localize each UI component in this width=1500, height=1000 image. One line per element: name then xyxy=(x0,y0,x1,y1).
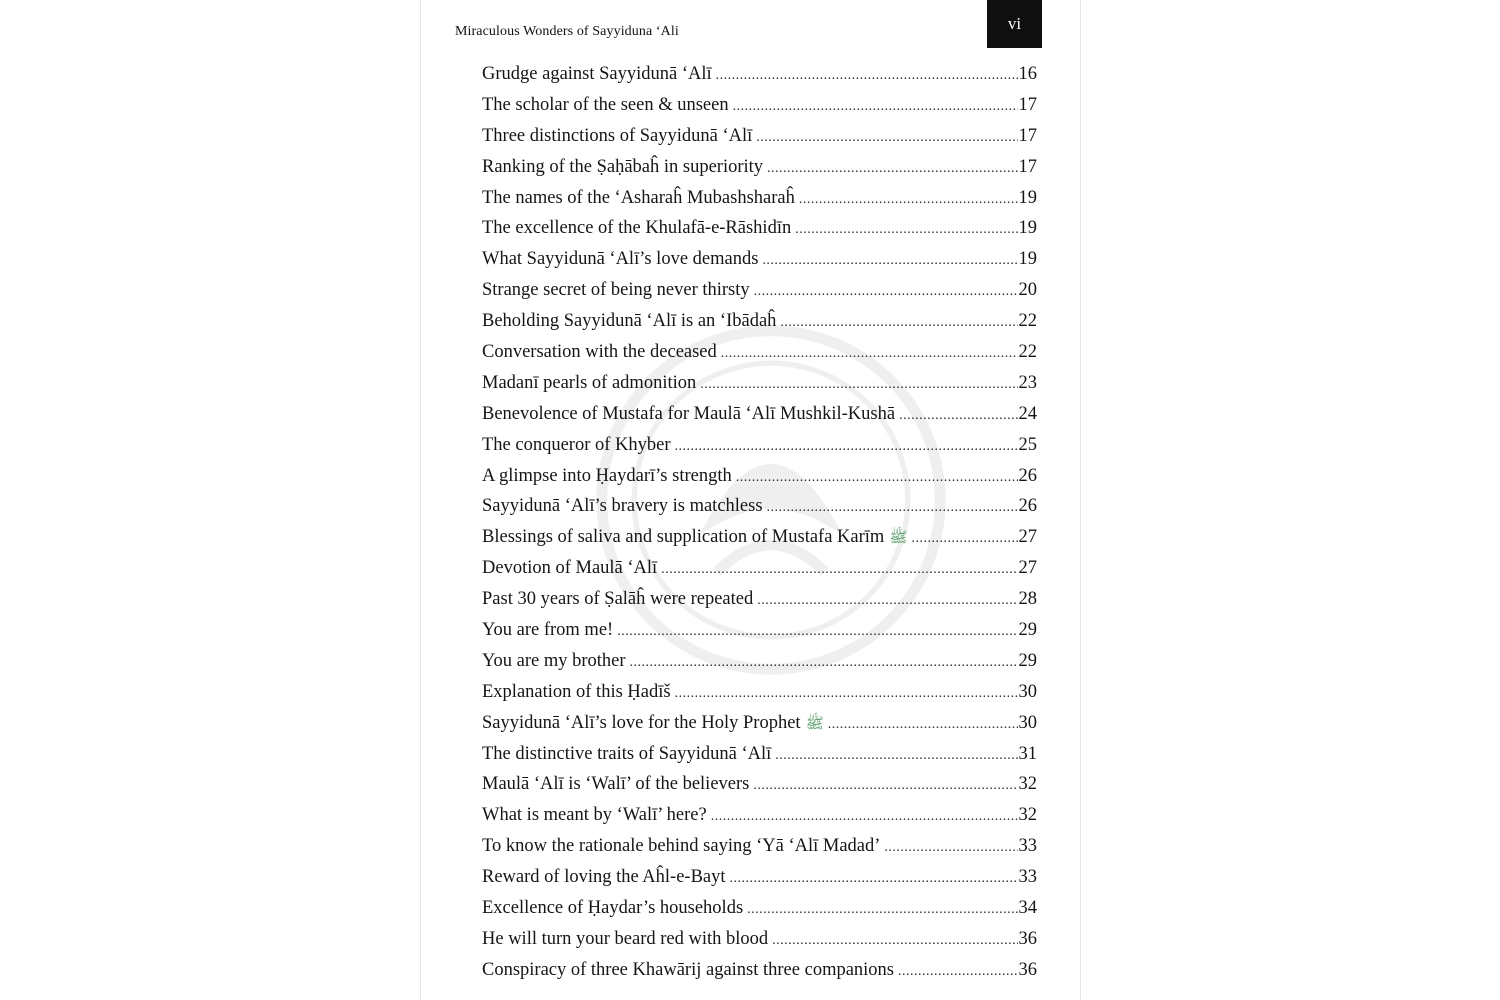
toc-entry-page-number: 27 xyxy=(1018,527,1037,548)
dot-leader xyxy=(733,99,1018,115)
toc-entry[interactable] xyxy=(482,249,1037,280)
toc-entry-title: Madanī pearls of admonition xyxy=(482,372,697,393)
toc-entry-title: He will turn your beard red with blood xyxy=(482,928,769,949)
toc-entry-page-number: 25 xyxy=(1018,434,1037,455)
toc-entry[interactable] xyxy=(482,188,1037,219)
toc-entry-title: Beholding Sayyidunā ‘Alī is an ‘Ibādaĥ xyxy=(482,311,777,332)
toc-entry-page-number: 30 xyxy=(1018,681,1037,702)
toc-entry-page-number: 22 xyxy=(1018,342,1037,363)
toc-entry-title: Devotion of Maulā ‘Alī xyxy=(482,558,658,579)
toc-entry[interactable] xyxy=(482,527,1037,558)
dot-leader xyxy=(780,315,1017,331)
toc-entry[interactable] xyxy=(482,311,1037,342)
toc-entry-page-number: 29 xyxy=(1018,650,1037,671)
dot-leader xyxy=(799,192,1018,208)
toc-entry[interactable] xyxy=(482,126,1037,157)
honorific-calligraphy-icon: ﷺ xyxy=(805,715,824,732)
dot-leader xyxy=(884,840,1017,856)
toc-entry[interactable] xyxy=(482,867,1037,898)
toc-entry-title: The excellence of the Khulafā-e-Rāshidīn xyxy=(482,218,792,239)
dot-leader xyxy=(828,717,1018,733)
dot-leader xyxy=(675,439,1018,455)
dot-leader xyxy=(898,964,1017,980)
toc-entry-title: Benevolence of Mustafa for Maulā ‘Alī Mushkil-Kushā xyxy=(482,403,896,424)
toc-entry-page-number: 23 xyxy=(1018,372,1037,393)
toc-entry-page-number: 36 xyxy=(1018,959,1037,980)
toc-entry-page-number: 33 xyxy=(1018,867,1037,888)
toc-entry[interactable] xyxy=(482,929,1037,960)
dot-leader xyxy=(630,655,1018,671)
toc-entry-title: Strange secret of being never thirsty xyxy=(482,280,750,301)
toc-entry-title: The names of the ‘Asharaĥ Mubashsharaĥ xyxy=(482,187,795,208)
dot-leader xyxy=(747,902,1017,918)
toc-entry[interactable] xyxy=(482,342,1037,373)
toc-entry[interactable] xyxy=(482,805,1037,836)
toc-entry-title: Excellence of Ḥaydar’s households xyxy=(482,898,744,919)
toc-entry-page-number: 16 xyxy=(1018,64,1037,84)
dot-leader xyxy=(911,531,1017,547)
toc-entry-page-number: 17 xyxy=(1018,94,1037,115)
toc-entry-title: The conqueror of Khyber xyxy=(482,434,671,455)
toc-entry[interactable] xyxy=(482,157,1037,188)
toc-entry-title: Maulā ‘Alī is ‘Walī’ of the believers xyxy=(482,774,750,795)
toc-entry-title: The distinctive traits of Sayyidunā ‘Alī xyxy=(482,743,772,764)
running-header-title: Miraculous Wonders of Sayyiduna ‘Ali xyxy=(455,24,679,39)
toc-entry-title: Conversation with the deceased xyxy=(482,342,717,363)
dot-leader xyxy=(721,346,1018,362)
toc-entry-page-number: 19 xyxy=(1018,249,1037,270)
toc-entry-page-number: 33 xyxy=(1018,836,1037,857)
toc-entry-page-number: 36 xyxy=(1018,928,1037,949)
dot-leader xyxy=(661,562,1017,578)
toc-entry-title: The scholar of the seen & unseen xyxy=(482,94,729,115)
dot-leader xyxy=(730,871,1018,887)
dot-leader xyxy=(753,778,1017,794)
toc-entry[interactable] xyxy=(482,404,1037,435)
toc-entry[interactable] xyxy=(482,496,1037,527)
dot-leader xyxy=(716,68,1018,84)
dot-leader xyxy=(899,408,1017,424)
table-of-contents xyxy=(482,64,1037,991)
dot-leader xyxy=(772,933,1017,949)
toc-entry-title: You are my brother xyxy=(482,650,626,671)
toc-entry-page-number: 34 xyxy=(1018,898,1037,919)
toc-entry-page-number: 32 xyxy=(1018,805,1037,826)
toc-entry-title: Sayyidunā ‘Alī’s love for the Holy Prophet xyxy=(482,712,801,733)
toc-entry[interactable] xyxy=(482,95,1037,126)
toc-entry-page-number: 26 xyxy=(1018,496,1037,517)
toc-entry-title: Past 30 years of Ṣalāĥ were repeated xyxy=(482,589,754,610)
toc-entry[interactable] xyxy=(482,774,1037,805)
toc-entry-title: What Sayyidunā ‘Alī’s love demands xyxy=(482,249,759,270)
toc-entry-page-number: 32 xyxy=(1018,774,1037,795)
toc-entry-title: You are from me! xyxy=(482,620,614,641)
toc-entry[interactable] xyxy=(482,620,1037,651)
toc-entry-title: A glimpse into Ḥaydarī’s strength xyxy=(482,465,732,486)
toc-entry-page-number: 31 xyxy=(1018,743,1037,764)
toc-entry-title: Grudge against Sayyidunā ‘Alī xyxy=(482,64,712,84)
toc-entry[interactable] xyxy=(482,744,1037,775)
toc-entry-title: Conspiracy of three Khawārij against three companions xyxy=(482,959,895,980)
dot-leader xyxy=(711,809,1018,825)
toc-entry-title: To know the rationale behind saying ‘Yā ‘Alī Madad’ xyxy=(482,836,881,857)
toc-entry-page-number: 27 xyxy=(1018,558,1037,579)
toc-entry[interactable] xyxy=(482,558,1037,589)
toc-entry-page-number: 22 xyxy=(1018,311,1037,332)
dot-leader xyxy=(617,624,1017,640)
toc-entry-title: Three distinctions of Sayyidunā ‘Alī xyxy=(482,125,753,146)
toc-entry[interactable] xyxy=(482,836,1037,867)
toc-entry-title: What is meant by ‘Walī’ here? xyxy=(482,805,707,826)
toc-entry[interactable] xyxy=(482,280,1037,311)
toc-entry-title: Reward of loving the Aĥl-e-Bayt xyxy=(482,867,726,888)
toc-entry[interactable] xyxy=(482,651,1037,682)
dot-leader xyxy=(762,253,1017,269)
toc-entry[interactable] xyxy=(482,713,1037,744)
dot-leader xyxy=(736,470,1018,486)
page-number-badge: vi xyxy=(987,0,1042,48)
toc-entry-page-number: 20 xyxy=(1018,280,1037,301)
dot-leader xyxy=(700,377,1017,393)
toc-entry-page-number: 19 xyxy=(1018,187,1037,208)
toc-entry[interactable] xyxy=(482,373,1037,404)
toc-entry-page-number: 24 xyxy=(1018,403,1037,424)
toc-entry-page-number: 17 xyxy=(1018,125,1037,146)
toc-entry-page-number: 19 xyxy=(1018,218,1037,239)
book-page xyxy=(420,0,1081,1000)
dot-leader xyxy=(767,161,1017,177)
toc-entry[interactable] xyxy=(482,898,1037,929)
toc-entry-title: Explanation of this Ḥadīš xyxy=(482,681,671,702)
dot-leader xyxy=(756,130,1017,146)
dot-leader xyxy=(754,284,1018,300)
toc-entry-page-number: 26 xyxy=(1018,465,1037,486)
toc-entry-title: Ranking of the Ṣaḥābaĥ in superiority xyxy=(482,156,764,177)
toc-entry[interactable] xyxy=(482,435,1037,466)
toc-entry[interactable] xyxy=(482,64,1037,95)
dot-leader xyxy=(767,500,1018,516)
toc-entry[interactable] xyxy=(482,960,1037,991)
dot-leader xyxy=(795,222,1017,238)
toc-entry[interactable] xyxy=(482,466,1037,497)
toc-entry-title: Sayyidunā ‘Alī’s bravery is matchless xyxy=(482,496,763,517)
dot-leader xyxy=(675,686,1018,702)
toc-entry-page-number: 30 xyxy=(1018,712,1037,733)
honorific-calligraphy-icon: ﷺ xyxy=(889,530,908,547)
toc-entry[interactable] xyxy=(482,589,1037,620)
toc-entry-page-number: 29 xyxy=(1018,620,1037,641)
dot-leader xyxy=(775,748,1017,764)
toc-entry[interactable] xyxy=(482,682,1037,713)
toc-entry-page-number: 17 xyxy=(1018,156,1037,177)
toc-entry-title: Blessings of saliva and supplication of Mustafa Karīm xyxy=(482,527,885,548)
toc-entry-page-number: 28 xyxy=(1018,589,1037,610)
toc-entry[interactable] xyxy=(482,218,1037,249)
dot-leader xyxy=(757,593,1017,609)
